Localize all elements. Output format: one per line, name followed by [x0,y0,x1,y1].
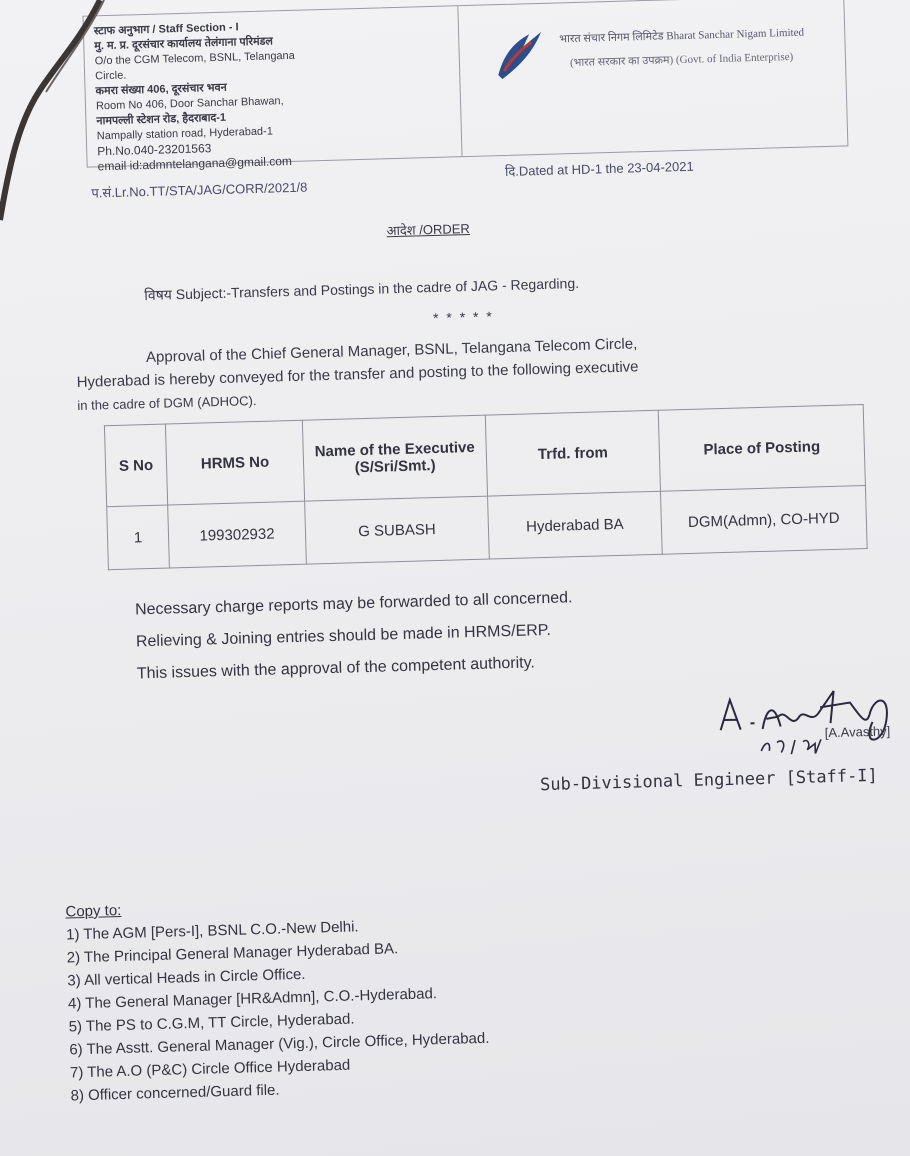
header-name: Name of the Executive (S/Sri/Smt.) [302,415,487,501]
cell-from: Hyderabad BA [488,491,663,559]
office-line: O/o the CGM Telecom, BSNL, Telangana [94,49,295,68]
cell-hrms: 199302932 [168,501,307,568]
header-hrms: HRMS No [165,420,304,505]
list-item: 3) All vertical Heads in Circle Office. [67,965,306,990]
body-line: Hyderabad is hereby conveyed for the transfer and posting to the following executive [76,358,639,392]
letter-number: प.सं.Lr.No.TT/STA/JAG/CORR/2021/8 [91,179,308,201]
company-name: भारत संचार निगम लिमिटेड Bharat Sanchar Nigam Limited [559,26,805,46]
letter-date: दि.Dated at HD-1 the 23-04-2021 [504,158,694,179]
office-phone: Ph.No.040-23201563 [97,141,212,159]
bsnl-logo-icon [489,24,551,86]
company-block [458,0,847,156]
office-line: Nampally station road, Hyderabad-1 [96,125,274,143]
office-line: स्टाफ अनुभाग / Staff Section - I [93,21,239,38]
binding-thread [0,0,120,230]
office-line: नामपल्ली स्टेशन रोड, हैदराबाद-1 [96,111,227,128]
note-line: This issues with the approval of the competent authority. [136,654,536,683]
signatory-name: [A.Avasthy] [824,723,891,741]
office-line: Circle. [95,69,127,83]
office-line: Room No 406, Door Sanchar Bhawan, [95,95,284,113]
list-item: 6) The Asstt. General Manager (Vig.), Circle Office, Hyderabad. [69,1029,490,1059]
header-posting: Place of Posting [658,405,865,492]
order-title: आदेश /ORDER [386,220,470,239]
subject-line: विषय Subject:-Transfers and Postings in the cadre of JAG - Regarding. [144,274,580,304]
signatory-designation: Sub-Divisional Engineer [Staff-I] [539,765,879,796]
copy-to-list [65,889,491,1108]
separator: * * * * * [432,308,495,327]
copy-to-heading: Copy to: [65,901,122,921]
office-email: email id:admntelangana@gmail.com [97,153,293,174]
list-item: 4) The General Manager [HR&Admn], C.O.-Hyderabad. [67,985,438,1013]
body-line: in the cadre of DGM (ADHOC). [77,392,257,413]
cell-posting: DGM(Admn), CO-HYD [660,486,867,555]
handwritten-signature [709,674,910,760]
cell-name: G SUBASH [305,496,490,564]
cell-sno: 1 [107,505,170,570]
list-item: 1) The AGM [Pers-I], BSNL C.O.-New Delhi. [65,918,359,944]
office-line: कमरा संख्या 406, दूरसंचार भवन [95,81,227,98]
header-from: Trfd. from [485,410,660,496]
list-item: 8) Officer concerned/Guard file. [70,1081,280,1105]
header-sno: S No [104,424,167,507]
office-line: मु. म. प्र. दूरसंचार कार्यालय तेलंगाना परिमंडल [94,35,274,53]
body-paragraph [76,326,878,417]
office-address [83,6,462,174]
body-line: Approval of the Chief General Manager, BSNL, Telangana Telecom Circle, [145,335,638,367]
posting-table [104,404,868,570]
company-subtitle: (भारत सरकार का उपक्रम) (Govt. of India Enterprise) [569,50,794,70]
instructions [135,582,575,690]
note-line: Necessary charge reports may be forwarded to all concerned. [134,589,573,619]
list-item: 7) The A.O (P&C) Circle Office Hyderabad [69,1056,351,1082]
note-line: Relieving & Joining entries should be made in HRMS/ERP. [135,621,552,651]
list-item: 5) The PS to C.G.M, TT Circle, Hyderabad. [68,1010,355,1036]
list-item: 2) The Principal General Manager Hyderabad BA. [66,940,399,967]
